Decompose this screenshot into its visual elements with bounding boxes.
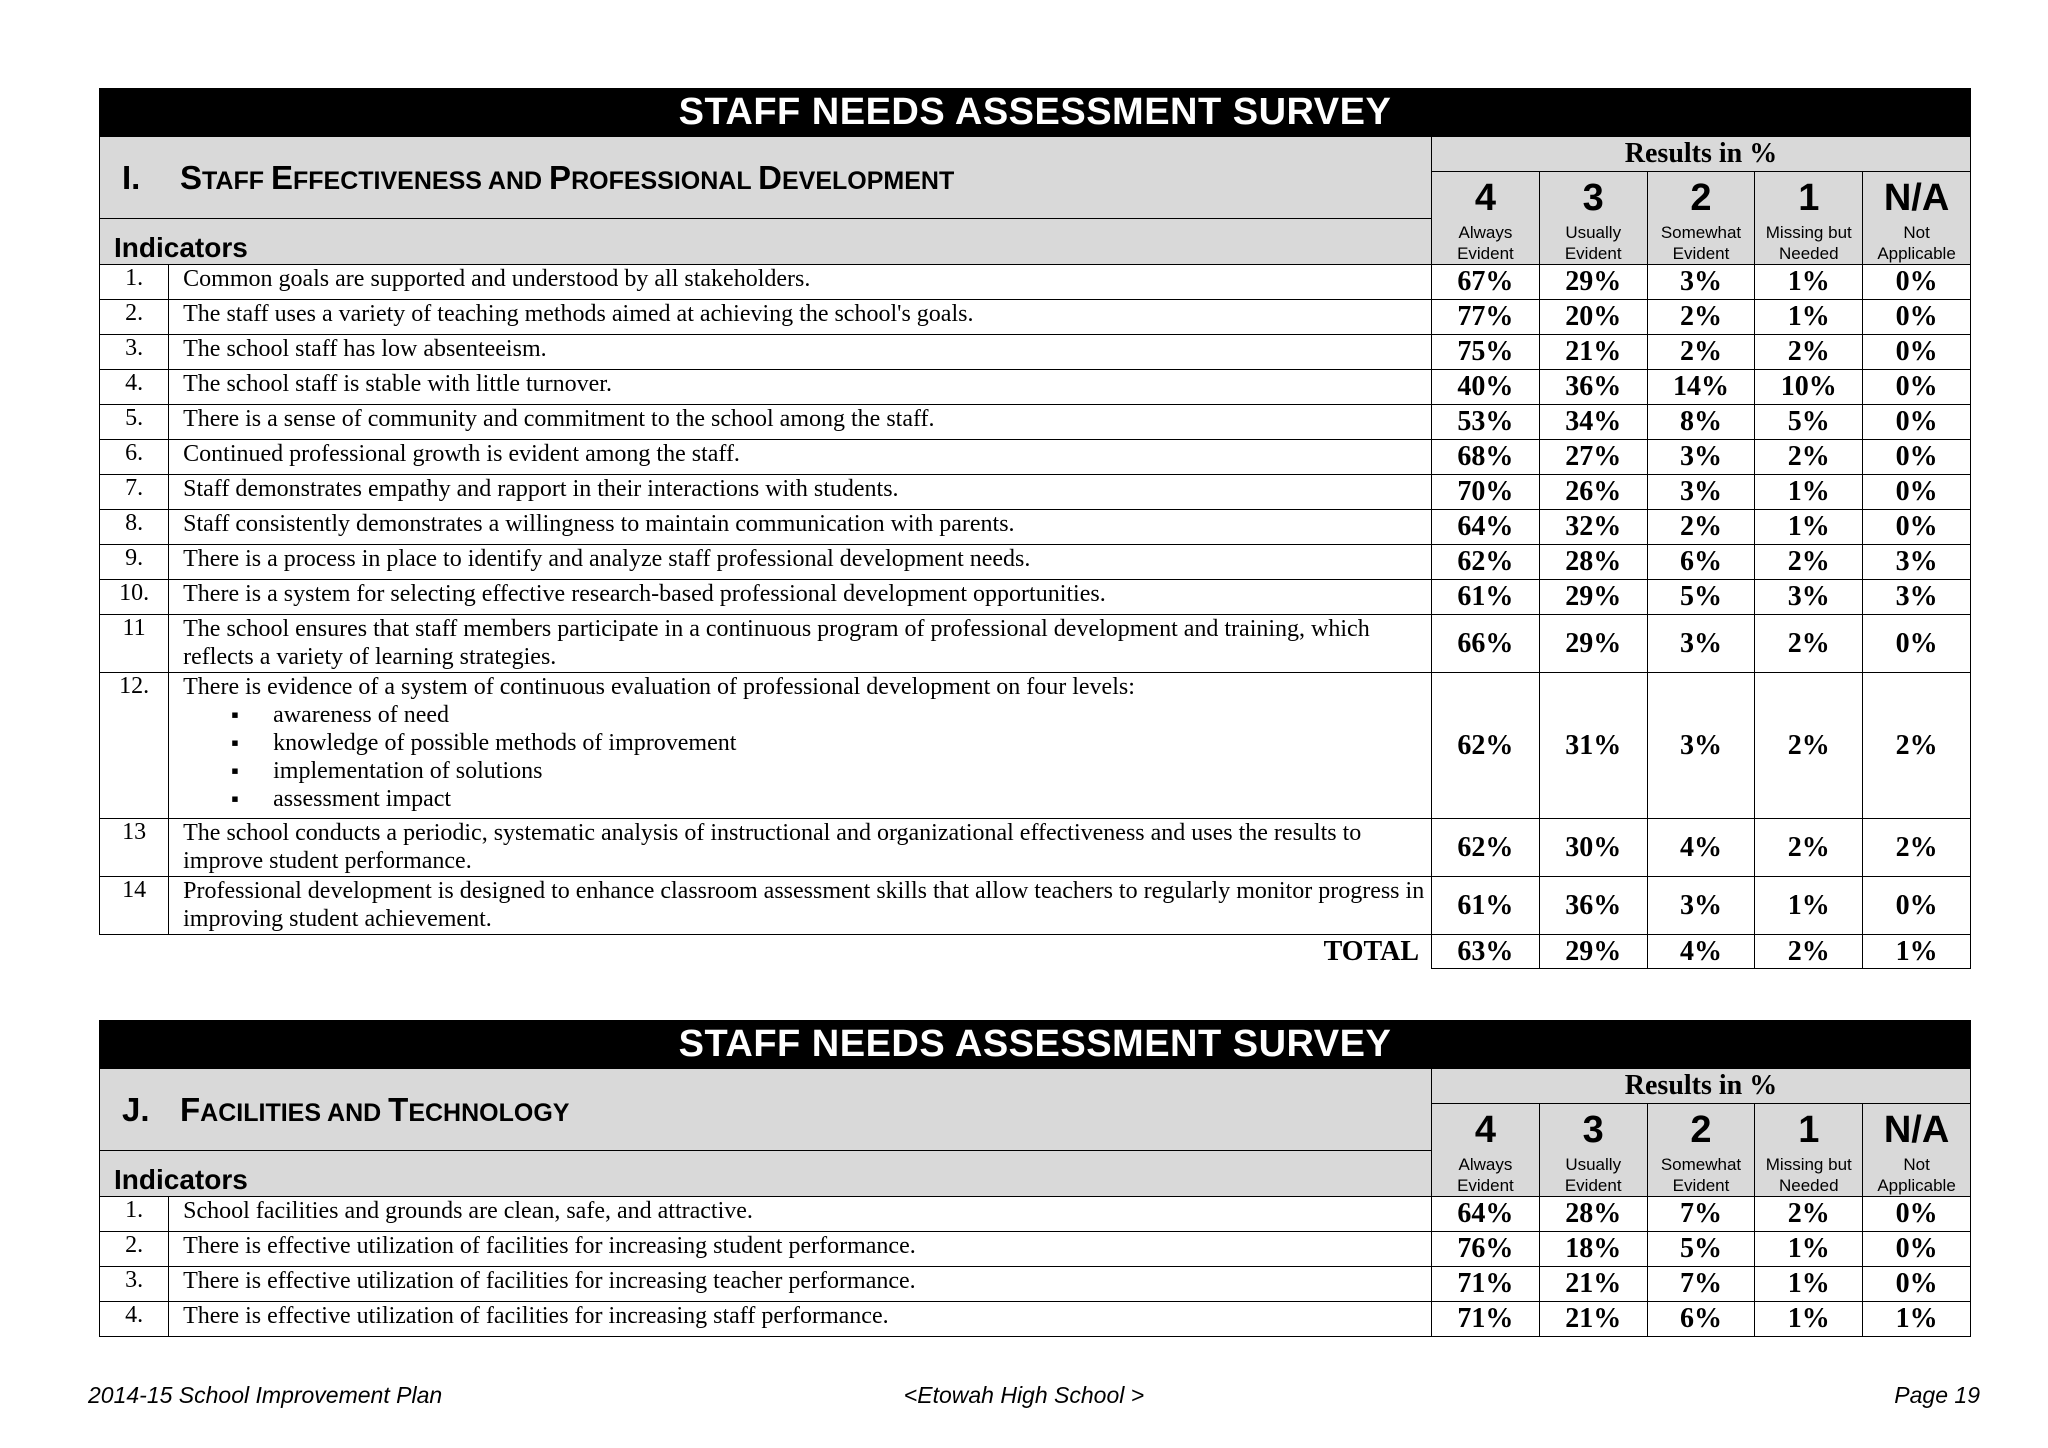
- indicator-number: 9.: [100, 545, 169, 580]
- result-percent: 3%: [1647, 265, 1755, 300]
- result-percent: 21%: [1539, 1302, 1647, 1337]
- result-percent: 26%: [1539, 475, 1647, 510]
- rating-number: N/A: [1863, 1104, 1971, 1151]
- result-percent: 36%: [1539, 877, 1647, 935]
- result-percent: 31%: [1539, 673, 1647, 819]
- result-percent: 7%: [1647, 1197, 1755, 1232]
- result-percent: 29%: [1539, 265, 1647, 300]
- indicator-number: 13: [100, 819, 169, 877]
- rating-number: 3: [1539, 1104, 1647, 1151]
- indicator-text: School facilities and grounds are clean, safe, and attractive.: [169, 1197, 1432, 1232]
- rating-number: 4: [1432, 172, 1540, 219]
- indicator-text: The school conducts a periodic, systematic analysis of instructional and organizational effectiveness and uses the results to improve student performance.: [169, 819, 1432, 877]
- result-percent: 61%: [1432, 877, 1540, 935]
- indicator-number: 7.: [100, 475, 169, 510]
- rating-label: Not Applicable: [1863, 219, 1971, 265]
- result-percent: 66%: [1432, 615, 1540, 673]
- result-percent: 2%: [1647, 510, 1755, 545]
- total-value: 63%: [1432, 935, 1540, 969]
- result-percent: 0%: [1863, 265, 1971, 300]
- indicator-text: Professional development is designed to enhance classroom assessment skills that allow teachers to regularly monitor progress in improving student achievement.: [169, 877, 1432, 935]
- result-percent: 0%: [1863, 300, 1971, 335]
- result-percent: 2%: [1863, 819, 1971, 877]
- result-percent: 1%: [1755, 265, 1863, 300]
- result-percent: 5%: [1647, 580, 1755, 615]
- indicator-text: There is effective utilization of facilities for increasing staff performance.: [169, 1302, 1432, 1337]
- table-row: [100, 877, 1971, 935]
- indicator-text: There is effective utilization of facilities for increasing student performance.: [169, 1232, 1432, 1267]
- result-percent: 0%: [1863, 1267, 1971, 1302]
- total-label: TOTAL: [1323, 935, 1420, 967]
- result-percent: 3%: [1755, 580, 1863, 615]
- rating-label: Usually Evident: [1539, 219, 1647, 265]
- total-row: [100, 935, 1971, 969]
- indicator-text: There is a sense of community and commitment to the school among the staff.: [169, 405, 1432, 440]
- indicator-number: 14: [100, 877, 169, 935]
- result-percent: 2%: [1755, 545, 1863, 580]
- result-percent: 2%: [1755, 1197, 1863, 1232]
- rating-label: Somewhat Evident: [1647, 1151, 1755, 1197]
- result-percent: 21%: [1539, 1267, 1647, 1302]
- list-item: ▪ assessment impact: [273, 785, 1431, 813]
- indicator-number: 3.: [100, 1267, 169, 1302]
- survey-table-section-j: [99, 1020, 1971, 1337]
- result-percent: 3%: [1647, 475, 1755, 510]
- rating-number: 3: [1539, 172, 1647, 219]
- result-percent: 0%: [1863, 405, 1971, 440]
- result-percent: 32%: [1539, 510, 1647, 545]
- result-percent: 62%: [1432, 673, 1540, 819]
- indicator-number: 11: [100, 615, 169, 673]
- indicator-number: 10.: [100, 580, 169, 615]
- result-percent: 77%: [1432, 300, 1540, 335]
- indicator-text: The school staff is stable with little turnover.: [169, 370, 1432, 405]
- table-row: [100, 615, 1971, 673]
- result-percent: 3%: [1647, 440, 1755, 475]
- result-percent: 2%: [1755, 335, 1863, 370]
- result-percent: 2%: [1647, 300, 1755, 335]
- total-value: 2%: [1755, 935, 1863, 969]
- indicators-label: Indicators: [100, 219, 1432, 265]
- indicator-text: There is evidence of a system of continuous evaluation of professional development on four levels: ▪ awareness of need ▪ knowledge of possible methods of improvement ▪ implementation of solutions ▪ assessment impact: [169, 673, 1432, 819]
- indicator-text: The staff uses a variety of teaching methods aimed at achieving the school's goals.: [169, 300, 1432, 335]
- result-percent: 3%: [1647, 877, 1755, 935]
- result-percent: 2%: [1863, 673, 1971, 819]
- indicator-text: Common goals are supported and understood by all stakeholders.: [169, 265, 1432, 300]
- rating-label: Always Evident: [1432, 219, 1540, 265]
- bullet-list: [183, 701, 1431, 813]
- rating-label: Usually Evident: [1539, 1151, 1647, 1197]
- table-row: [100, 1302, 1971, 1337]
- result-percent: 18%: [1539, 1232, 1647, 1267]
- rating-number: 2: [1647, 1104, 1755, 1151]
- result-percent: 5%: [1647, 1232, 1755, 1267]
- result-percent: 53%: [1432, 405, 1540, 440]
- result-percent: 2%: [1755, 440, 1863, 475]
- rating-label: Somewhat Evident: [1647, 219, 1755, 265]
- rating-label: Not Applicable: [1863, 1151, 1971, 1197]
- result-percent: 0%: [1863, 440, 1971, 475]
- table-row: [100, 475, 1971, 510]
- result-percent: 62%: [1432, 819, 1540, 877]
- indicator-text: There is a process in place to identify and analyze staff professional development needs.: [169, 545, 1432, 580]
- result-percent: 70%: [1432, 475, 1540, 510]
- result-percent: 40%: [1432, 370, 1540, 405]
- indicator-text: Staff demonstrates empathy and rapport in their interactions with students.: [169, 475, 1432, 510]
- result-percent: 0%: [1863, 877, 1971, 935]
- indicators-label: Indicators: [100, 1151, 1432, 1197]
- table-row: [100, 370, 1971, 405]
- rating-number: 4: [1432, 1104, 1540, 1151]
- table-row: [100, 1197, 1971, 1232]
- total-value: 4%: [1647, 935, 1755, 969]
- table-row: [100, 1267, 1971, 1302]
- result-percent: 2%: [1755, 673, 1863, 819]
- result-percent: 62%: [1432, 545, 1540, 580]
- table-row: [100, 1232, 1971, 1267]
- result-percent: 28%: [1539, 545, 1647, 580]
- indicator-number: 12.: [100, 673, 169, 819]
- result-percent: 0%: [1863, 615, 1971, 673]
- result-percent: 68%: [1432, 440, 1540, 475]
- result-percent: 1%: [1755, 300, 1863, 335]
- result-percent: 6%: [1647, 545, 1755, 580]
- result-percent: 67%: [1432, 265, 1540, 300]
- result-percent: 1%: [1755, 877, 1863, 935]
- indicator-number: 2.: [100, 300, 169, 335]
- list-item: ▪ knowledge of possible methods of improvement: [273, 729, 1431, 757]
- result-percent: 2%: [1755, 819, 1863, 877]
- indicator-text: There is effective utilization of facilities for increasing teacher performance.: [169, 1267, 1432, 1302]
- indicator-number: 1.: [100, 265, 169, 300]
- result-percent: 28%: [1539, 1197, 1647, 1232]
- footer-page-number: Page 19: [1894, 1382, 1980, 1408]
- indicator-number: 6.: [100, 440, 169, 475]
- indicator-number: 2.: [100, 1232, 169, 1267]
- result-percent: 34%: [1539, 405, 1647, 440]
- result-percent: 3%: [1647, 673, 1755, 819]
- result-percent: 0%: [1863, 1197, 1971, 1232]
- total-value: 1%: [1863, 935, 1971, 969]
- table-row: [100, 405, 1971, 440]
- table-row: [100, 510, 1971, 545]
- indicator-number: 4.: [100, 1302, 169, 1337]
- indicator-text: Continued professional growth is evident among the staff.: [169, 440, 1432, 475]
- result-percent: 1%: [1755, 1232, 1863, 1267]
- result-percent: 0%: [1863, 1232, 1971, 1267]
- survey-banner: STAFF NEEDS ASSESSMENT SURVEY: [100, 89, 1971, 137]
- result-percent: 0%: [1863, 475, 1971, 510]
- result-percent: 0%: [1863, 510, 1971, 545]
- result-percent: 27%: [1539, 440, 1647, 475]
- result-percent: 1%: [1863, 1302, 1971, 1337]
- result-percent: 2%: [1755, 615, 1863, 673]
- rating-number: 1: [1755, 1104, 1863, 1151]
- result-percent: 3%: [1863, 580, 1971, 615]
- table-row: [100, 300, 1971, 335]
- results-header: Results in %: [1432, 1069, 1971, 1104]
- result-percent: 0%: [1863, 370, 1971, 405]
- table-row: [100, 580, 1971, 615]
- indicator-text: The school staff has low absenteeism.: [169, 335, 1432, 370]
- indicator-number: 5.: [100, 405, 169, 440]
- result-percent: 20%: [1539, 300, 1647, 335]
- table-row: [100, 819, 1971, 877]
- table-row: [100, 440, 1971, 475]
- result-percent: 64%: [1432, 510, 1540, 545]
- result-percent: 29%: [1539, 580, 1647, 615]
- rating-number: 2: [1647, 172, 1755, 219]
- indicator-number: 4.: [100, 370, 169, 405]
- result-percent: 5%: [1755, 405, 1863, 440]
- result-percent: 30%: [1539, 819, 1647, 877]
- rating-number: 1: [1755, 172, 1863, 219]
- result-percent: 76%: [1432, 1232, 1540, 1267]
- result-percent: 36%: [1539, 370, 1647, 405]
- list-item: ▪ awareness of need: [273, 701, 1431, 729]
- result-percent: 6%: [1647, 1302, 1755, 1337]
- result-percent: 3%: [1647, 615, 1755, 673]
- result-percent: 1%: [1755, 510, 1863, 545]
- table-row: [100, 545, 1971, 580]
- result-percent: 61%: [1432, 580, 1540, 615]
- result-percent: 29%: [1539, 615, 1647, 673]
- results-header: Results in %: [1432, 137, 1971, 172]
- footer-plan-title: 2014-15 School Improvement Plan: [88, 1382, 443, 1408]
- indicator-number: 1.: [100, 1197, 169, 1232]
- table-row: [100, 673, 1971, 819]
- survey-table-section-i: [99, 88, 1971, 969]
- result-percent: 7%: [1647, 1267, 1755, 1302]
- indicator-number: 3.: [100, 335, 169, 370]
- survey-banner: STAFF NEEDS ASSESSMENT SURVEY: [100, 1021, 1971, 1069]
- result-percent: 8%: [1647, 405, 1755, 440]
- section-title: J. FACILITIES AND TECHNOLOGY: [100, 1069, 1432, 1151]
- indicator-text: The school ensures that staff members participate in a continuous program of professional development and training, which reflects a variety of learning strategies.: [169, 615, 1432, 673]
- table-row: [100, 265, 1971, 300]
- result-percent: 1%: [1755, 1302, 1863, 1337]
- section-title: I. STAFF EFFECTIVENESS AND PROFESSIONAL DEVELOPMENT: [100, 137, 1432, 219]
- result-percent: 14%: [1647, 370, 1755, 405]
- rating-label: Missing but Needed: [1755, 1151, 1863, 1197]
- table-row: [100, 335, 1971, 370]
- footer-school-name: <Etowah High School >: [903, 1382, 1145, 1408]
- rating-number: N/A: [1863, 172, 1971, 219]
- indicator-number: 8.: [100, 510, 169, 545]
- indicator-text: There is a system for selecting effective research-based professional development opportunities.: [169, 580, 1432, 615]
- result-percent: 71%: [1432, 1302, 1540, 1337]
- total-value: 29%: [1539, 935, 1647, 969]
- result-percent: 3%: [1863, 545, 1971, 580]
- list-item: ▪ implementation of solutions: [273, 757, 1431, 785]
- rating-label: Missing but Needed: [1755, 219, 1863, 265]
- result-percent: 10%: [1755, 370, 1863, 405]
- indicator-text: Staff consistently demonstrates a willingness to maintain communication with parents.: [169, 510, 1432, 545]
- result-percent: 64%: [1432, 1197, 1540, 1232]
- result-percent: 1%: [1755, 475, 1863, 510]
- result-percent: 71%: [1432, 1267, 1540, 1302]
- result-percent: 2%: [1647, 335, 1755, 370]
- rating-label: Always Evident: [1432, 1151, 1540, 1197]
- result-percent: 1%: [1755, 1267, 1863, 1302]
- result-percent: 21%: [1539, 335, 1647, 370]
- result-percent: 0%: [1863, 335, 1971, 370]
- result-percent: 4%: [1647, 819, 1755, 877]
- result-percent: 75%: [1432, 335, 1540, 370]
